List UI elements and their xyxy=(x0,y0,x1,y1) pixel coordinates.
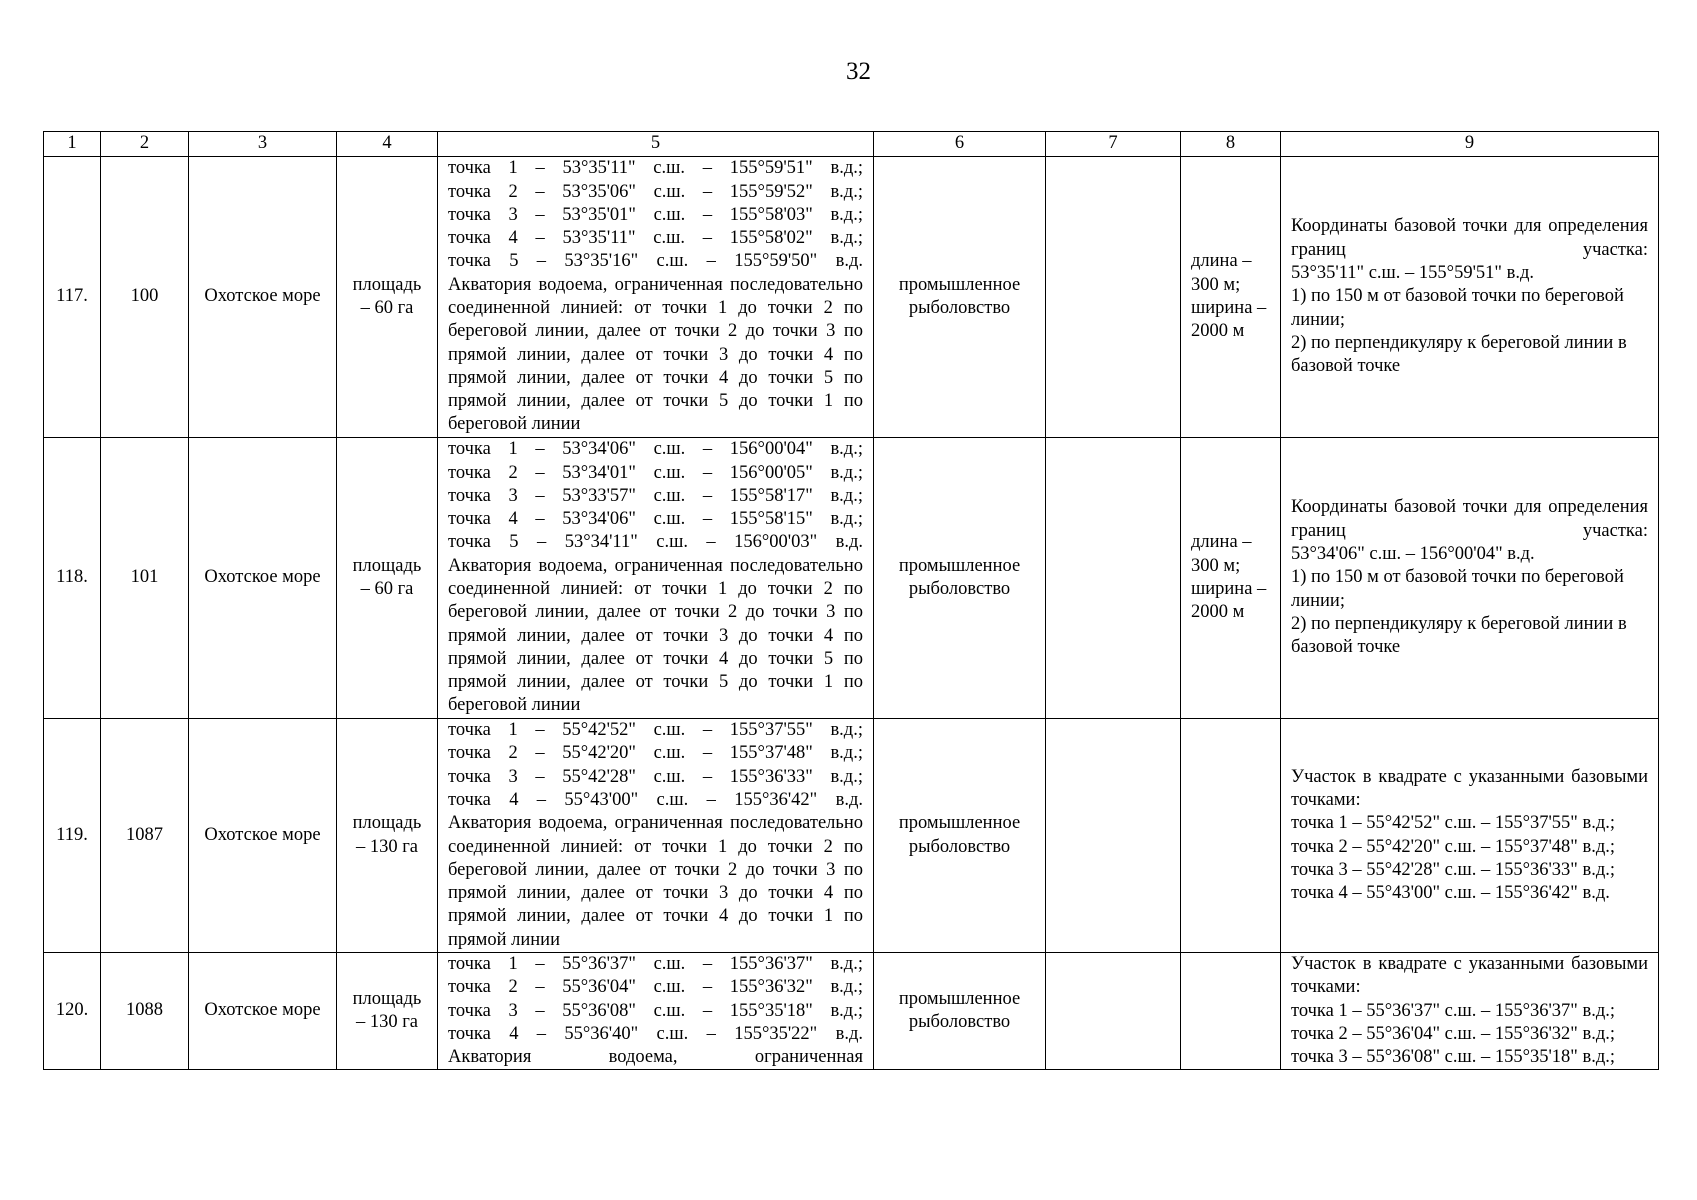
coordinate-point: точка 4 – 53°34'06" с.ш. – 155°58'15" в.д.; xyxy=(448,509,863,530)
coordinate-point: точка 3 – 53°35'01" с.ш. – 155°58'03" в.д.; xyxy=(448,204,863,225)
area-id: 101 xyxy=(101,438,189,719)
column-header: 8 xyxy=(1181,132,1281,157)
coordinate-point: точка 1 – 55°36'37" с.ш. – 155°36'37" в.д.; xyxy=(448,954,863,974)
boundary-description xyxy=(438,438,874,719)
column-header: 3 xyxy=(189,132,337,157)
boundary-description xyxy=(438,719,874,953)
note-heading: Координаты базовой точки для определения границ участка: xyxy=(1291,497,1648,541)
note-line: 53°34'06" с.ш. – 156°00'04" в.д. xyxy=(1291,544,1535,565)
row-number: 117. xyxy=(44,157,101,438)
note-line: 1) по 150 м от базовой точки по береговой линии; xyxy=(1291,286,1624,330)
purpose: промышленное рыболовство xyxy=(874,719,1046,953)
note-heading: Участок в квадрате с указанными базовыми точками: xyxy=(1291,766,1648,810)
coordinate-point: точка 2 – 53°34'01" с.ш. – 156°00'05" в.д.; xyxy=(448,462,863,483)
size-dimensions: длина – 300 м; ширина – 2000 м xyxy=(1181,438,1281,719)
coordinate-point: точка 1 – 55°42'52" с.ш. – 155°37'55" в.д.; xyxy=(448,720,863,741)
notes xyxy=(1281,438,1659,719)
note-line: точка 4 – 55°43'00" с.ш. – 155°36'42" в.д. xyxy=(1291,883,1610,904)
note-line: 2) по перпендикуляру к береговой линии в базовой точке xyxy=(1291,613,1627,658)
boundary-description xyxy=(438,953,874,1070)
note-line: 2) по перпендикуляру к береговой линии в базовой точке xyxy=(1291,332,1627,377)
notes xyxy=(1281,953,1659,1070)
note-line: точка 1 – 55°42'52" с.ш. – 155°37'55" в.д.; xyxy=(1291,813,1616,834)
coordinate-point: точка 4 – 55°43'00" с.ш. – 155°36'42" в.д. xyxy=(448,789,863,810)
table-row xyxy=(44,953,1659,1070)
page-number: 32 xyxy=(846,58,871,85)
row-number: 119. xyxy=(44,719,101,953)
water-body: Охотское море xyxy=(189,719,337,953)
purpose: промышленное рыболовство xyxy=(874,953,1046,1070)
water-body: Охотское море xyxy=(189,157,337,438)
column-7-value xyxy=(1046,719,1181,953)
coordinate-point: точка 1 – 53°35'11" с.ш. – 155°59'51" в.д.; xyxy=(448,158,863,179)
row-number: 118. xyxy=(44,438,101,719)
coordinate-point: точка 3 – 55°36'08" с.ш. – 155°35'18" в.д.; xyxy=(448,1000,863,1021)
column-header: 2 xyxy=(101,132,189,157)
note-heading: Координаты базовой точки для определения границ участка: xyxy=(1291,216,1648,260)
coordinate-point: точка 4 – 53°35'11" с.ш. – 155°58'02" в.д.; xyxy=(448,228,863,249)
coordinate-point: точка 2 – 55°36'04" с.ш. – 155°36'32" в.д.; xyxy=(448,977,863,998)
coordinate-point: точка 1 – 53°34'06" с.ш. – 156°00'04" в.д.; xyxy=(448,439,863,460)
column-header: 1 xyxy=(44,132,101,157)
column-7-value xyxy=(1046,157,1181,438)
note-line: точка 3 – 55°42'28" с.ш. – 155°36'33" в.д.; xyxy=(1291,859,1616,880)
note-line: точка 2 – 55°42'20" с.ш. – 155°37'48" в.д.; xyxy=(1291,836,1616,857)
note-line: точка 3 – 55°36'08" с.ш. – 155°35'18" в.д.; xyxy=(1291,1047,1616,1068)
water-body: Охотское море xyxy=(189,953,337,1070)
area-size: площадь – 60 га xyxy=(337,438,438,719)
area-id: 1087 xyxy=(101,719,189,953)
area-size: площадь – 60 га xyxy=(337,157,438,438)
purpose: промышленное рыболовство xyxy=(874,157,1046,438)
column-header: 9 xyxy=(1281,132,1659,157)
column-number-row xyxy=(44,132,1659,157)
boundary-text: Акватория водоема, ограниченная xyxy=(448,1047,863,1068)
size-dimensions: длина – 300 м; ширина – 2000 м xyxy=(1181,157,1281,438)
coordinate-point: точка 2 – 53°35'06" с.ш. – 155°59'52" в.д.; xyxy=(448,181,863,202)
column-header: 5 xyxy=(438,132,874,157)
note-line: точка 1 – 55°36'37" с.ш. – 155°36'37" в.д.; xyxy=(1291,1000,1616,1021)
table-row xyxy=(44,719,1659,953)
column-7-value xyxy=(1046,438,1181,719)
boundary-text: Акватория водоема, ограниченная последовательно соединенной линией: от точки 1 до точки 2 по береговой линии, далее от точки 2 до точки 3 по прямой линии, далее от точки 3 до точки 4 по прямой линии, далее от точки 4 до точки 5 по прямой линии, далее от точки 5 до точки 1 по береговой линии xyxy=(448,555,863,716)
purpose: промышленное рыболовство xyxy=(874,438,1046,719)
size-dimensions xyxy=(1181,719,1281,953)
coordinate-point: точка 2 – 55°42'20" с.ш. – 155°37'48" в.д.; xyxy=(448,743,863,764)
table-row xyxy=(44,438,1659,719)
coordinate-point: точка 3 – 55°42'28" с.ш. – 155°36'33" в.д.; xyxy=(448,766,863,787)
boundary-text: Акватория водоема, ограниченная последовательно соединенной линией: от точки 1 до точки 2 по береговой линии, далее от точки 2 до точки 3 по прямой линии, далее от точки 3 до точки 4 по прямой линии, далее от точки 4 до точки 1 по прямой линии xyxy=(448,813,863,950)
area-id: 100 xyxy=(101,157,189,438)
note-heading: Участок в квадрате с указанными базовыми точками: xyxy=(1291,954,1648,998)
boundary-description xyxy=(438,157,874,438)
notes xyxy=(1281,719,1659,953)
boundary-text: Акватория водоема, ограниченная последовательно соединенной линией: от точки 1 до точки 2 по береговой линии, далее от точки 2 до точки 3 по прямой линии, далее от точки 3 до точки 4 по прямой линии, далее от точки 4 до точки 5 по прямой линии, далее от точки 5 до точки 1 по береговой линии xyxy=(448,274,863,435)
size-dimensions xyxy=(1181,953,1281,1070)
coordinate-point: точка 5 – 53°34'11" с.ш. – 156°00'03" в.д. xyxy=(448,532,863,553)
column-header: 4 xyxy=(337,132,438,157)
row-number: 120. xyxy=(44,953,101,1070)
table-row xyxy=(44,157,1659,438)
note-line: 1) по 150 м от базовой точки по береговой линии; xyxy=(1291,567,1624,611)
note-line: 53°35'11" с.ш. – 155°59'51" в.д. xyxy=(1291,263,1534,284)
fishing-areas-table xyxy=(43,131,1659,1070)
column-header: 7 xyxy=(1046,132,1181,157)
column-header: 6 xyxy=(874,132,1046,157)
notes xyxy=(1281,157,1659,438)
note-line: точка 2 – 55°36'04" с.ш. – 155°36'32" в.д.; xyxy=(1291,1023,1616,1044)
coordinate-point: точка 3 – 53°33'57" с.ш. – 155°58'17" в.д.; xyxy=(448,485,863,506)
coordinate-point: точка 4 – 55°36'40" с.ш. – 155°35'22" в.д. xyxy=(448,1023,863,1044)
area-size: площадь – 130 га xyxy=(337,719,438,953)
column-7-value xyxy=(1046,953,1181,1070)
area-id: 1088 xyxy=(101,953,189,1070)
coordinate-point: точка 5 – 53°35'16" с.ш. – 155°59'50" в.д. xyxy=(448,251,863,272)
water-body: Охотское море xyxy=(189,438,337,719)
area-size: площадь – 130 га xyxy=(337,953,438,1070)
